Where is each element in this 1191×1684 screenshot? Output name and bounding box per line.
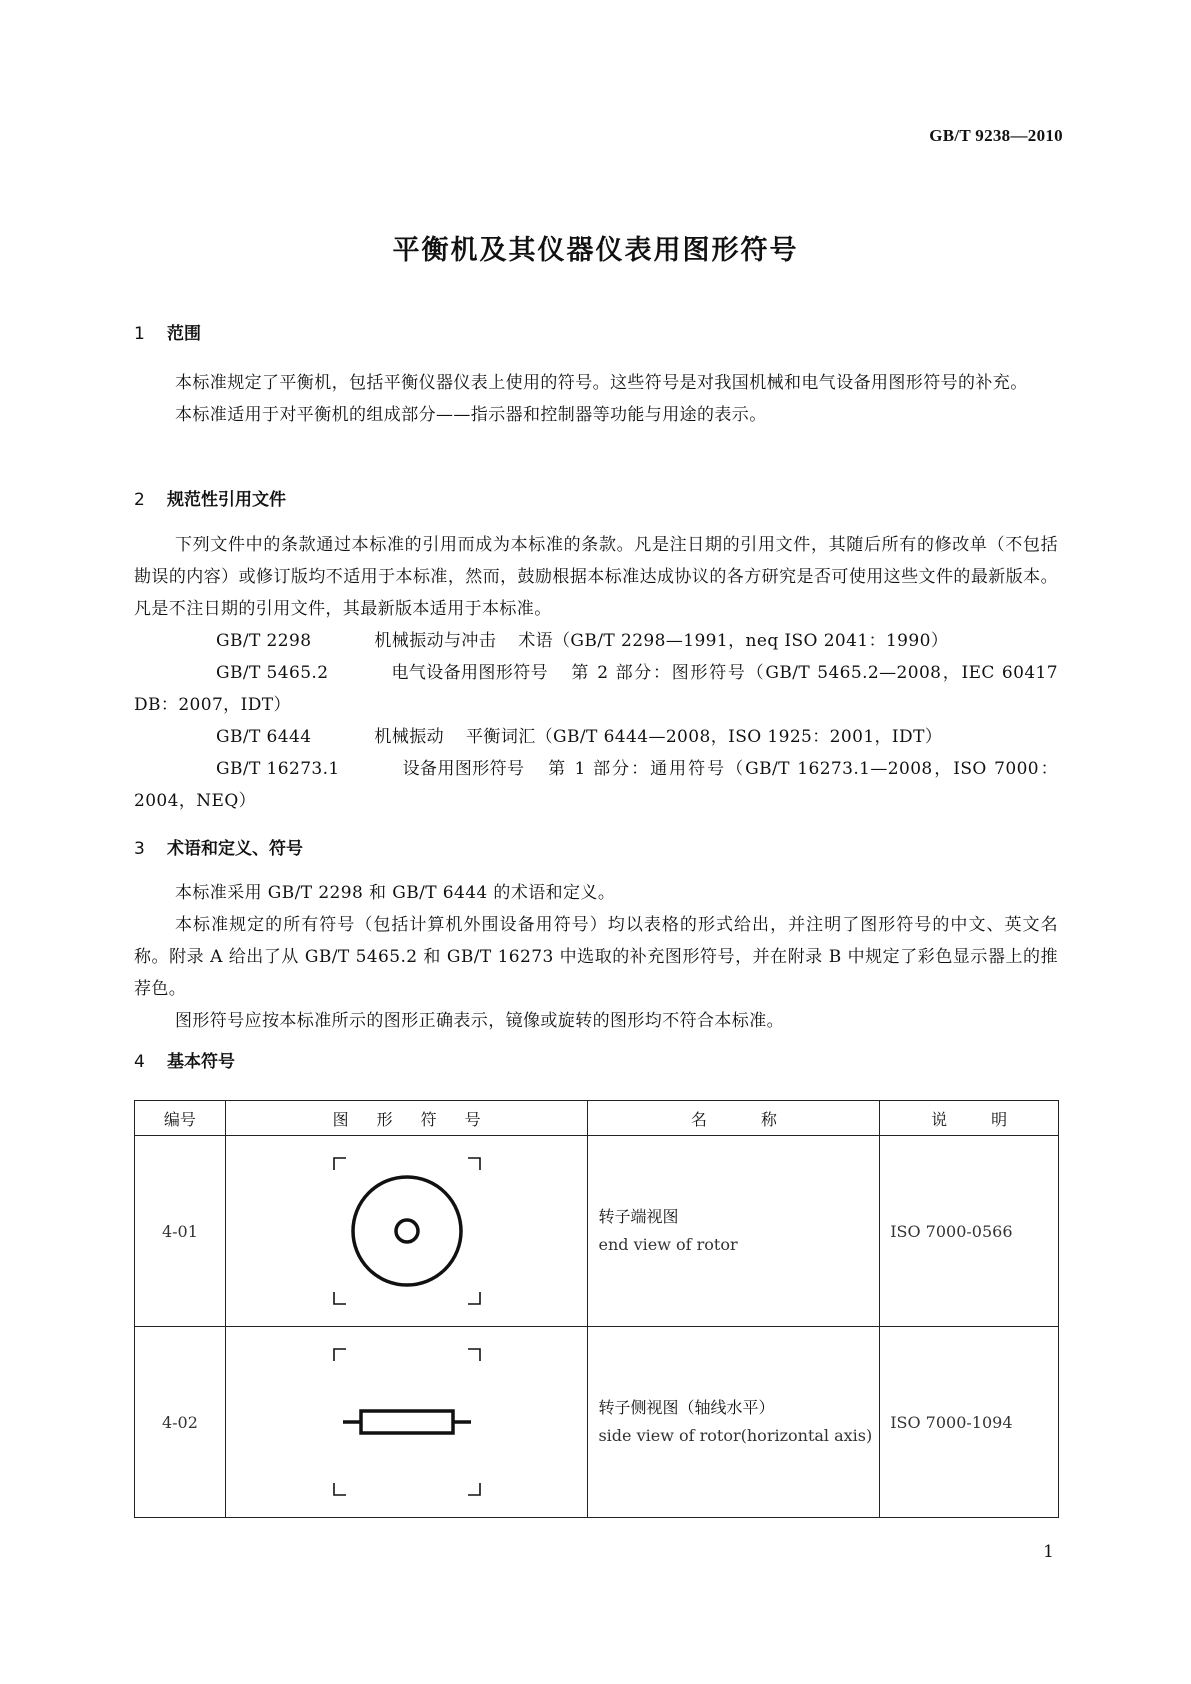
name-en: side view of rotor(horizontal axis)	[598, 1426, 873, 1445]
reference-title: 电气设备用图形符号	[391, 663, 549, 683]
reference-title: 机械振动	[374, 727, 445, 747]
name-zh: 转子端视图	[598, 1207, 679, 1226]
reference-code: GB/T 6444	[216, 727, 312, 747]
reference-item	[134, 657, 1058, 721]
rotor-end-view-icon	[332, 1156, 482, 1306]
paragraph: 本标准规定的所有符号（包括计算机外围设备用符号）均以表格的形式给出，并注明了图形符号的中文、英文名称。附录 A 给出了从 GB/T 5465.2 和 GB/T 16273 中选取的补充图形符号，并在附录 B 中规定了彩色显示器上的推荐色。	[134, 915, 1058, 999]
reference-title: 设备用图形符号	[402, 759, 525, 779]
section-title: 术语和定义、符号	[167, 839, 303, 859]
paragraph: 本标准适用于对平衡机的组成部分——指示器和控制器等功能与用途的表示。	[175, 405, 767, 425]
reference-rest: 平衡词汇（GB/T 6444—2008，ISO 1925：2001，IDT）	[466, 727, 943, 747]
col-header-desc: 说 明	[880, 1101, 1059, 1136]
paragraph: 本标准采用 GB/T 2298 和 GB/T 6444 的术语和定义。	[175, 883, 616, 903]
reference-item	[134, 753, 1058, 817]
name-cell	[588, 1327, 880, 1518]
table-header-row	[135, 1101, 1059, 1136]
reference-rest: 第 2 部分：图形符号（GB/T 5465.2—2008，IEC 60417 DB：2007，IDT）	[134, 663, 1058, 715]
name-zh: 转子侧视图（轴线水平）	[598, 1398, 775, 1417]
table-row	[135, 1136, 1059, 1327]
name-cell	[588, 1136, 880, 1327]
reference-code: GB/T 16273.1	[216, 759, 340, 779]
section-title: 规范性引用文件	[167, 490, 286, 510]
section-title: 范围	[167, 324, 201, 344]
section-3-heading	[134, 838, 303, 860]
section-1-body	[134, 367, 1058, 431]
symbol-table	[134, 1100, 1059, 1518]
col-header-name: 名 称	[588, 1101, 880, 1136]
section-title: 基本符号	[167, 1052, 235, 1072]
col-header-symbol: 图 形 符 号	[225, 1101, 588, 1136]
section-number: 2	[134, 490, 145, 510]
desc-cell: ISO 7000-0566	[880, 1136, 1059, 1327]
name-en: end view of rotor	[598, 1235, 738, 1254]
reference-code: GB/T 2298	[216, 631, 312, 651]
section-2-heading	[134, 489, 286, 511]
section-3-body	[134, 877, 1058, 1037]
page-title: 平衡机及其仪器仪表用图形符号	[392, 235, 799, 266]
reference-rest: 第 1 部分：通用符号（GB/T 16273.1—2008，ISO 7000：2004，NEQ）	[134, 759, 1058, 811]
section-4-heading	[134, 1051, 235, 1073]
page-number: 1	[1043, 1542, 1054, 1562]
reference-rest: 术语（GB/T 2298—1991，neq ISO 2041：1990）	[518, 631, 949, 651]
rotor-side-view-icon	[332, 1347, 482, 1497]
reference-item	[134, 625, 1058, 657]
col-header-number: 编号	[135, 1101, 226, 1136]
row-number: 4-02	[135, 1327, 226, 1518]
desc-cell: ISO 7000-1094	[880, 1327, 1059, 1518]
paragraph: 图形符号应按本标准所示的图形正确表示，镜像或旋转的图形均不符合本标准。	[175, 1011, 784, 1031]
section-2-body	[134, 529, 1058, 817]
symbol-cell	[225, 1136, 588, 1327]
row-number: 4-01	[135, 1136, 226, 1327]
reference-title: 机械振动与冲击	[374, 631, 497, 651]
section-1-heading	[134, 323, 201, 345]
paragraph: 下列文件中的条款通过本标准的引用而成为本标准的条款。凡是注日期的引用文件，其随后所有的修改单（不包括勘误的内容）或修订版均不适用于本标准，然而，鼓励根据本标准达成协议的各方研究是否可使用这些文件的最新版本。凡是不注日期的引用文件，其最新版本适用于本标准。	[134, 535, 1058, 619]
section-number: 1	[134, 324, 145, 344]
section-number: 4	[134, 1052, 145, 1072]
table-row	[135, 1327, 1059, 1518]
paragraph: 本标准规定了平衡机，包括平衡仪器仪表上使用的符号。这些符号是对我国机械和电气设备用图形符号的补充。	[175, 373, 1028, 393]
symbol-cell	[225, 1327, 588, 1518]
section-number: 3	[134, 839, 145, 859]
standard-number: GB/T 9238—2010	[929, 126, 1063, 145]
reference-item	[134, 721, 1058, 753]
reference-code: GB/T 5465.2	[216, 663, 329, 683]
